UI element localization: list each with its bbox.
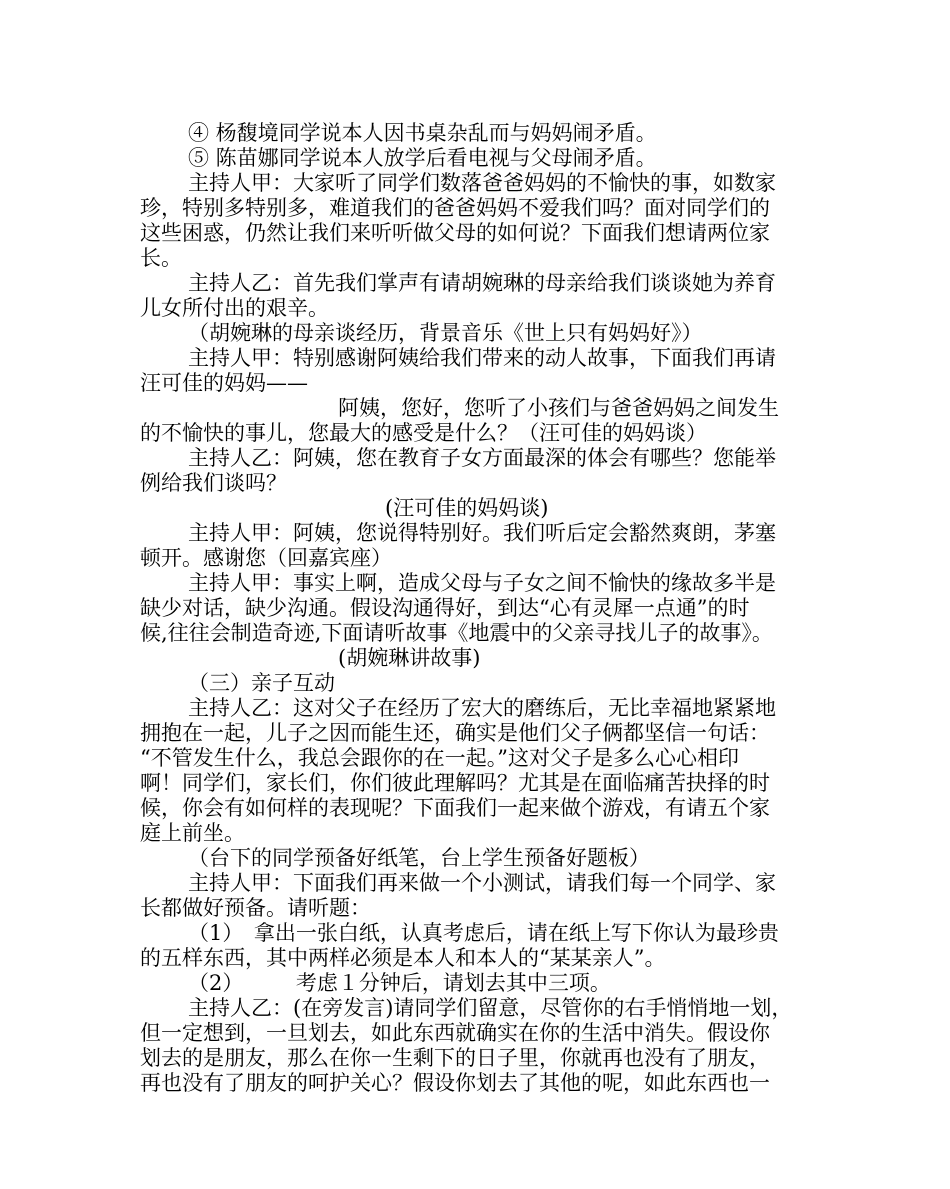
text-line: 主持人乙：阿姨，您在教育子女方面最深的体会有哪些？您能举	[188, 446, 776, 470]
text-line: 主持人甲：下面我们再来做一个小测试，请我们每一个同学、家	[188, 871, 776, 895]
text-line: 主持人甲：大家听了同学们数落爸爸妈妈的不愉快的事，如数家	[188, 171, 776, 195]
text-line: 的五样东西，其中两样必须是本人和本人的“某某亲人”。	[140, 946, 666, 970]
text-line: 珍，特别多特别多，难道我们的爸爸妈妈不爱我们吗？面对同学们的	[140, 196, 770, 220]
text-line: 主持人乙：首先我们掌声有请胡婉琳的母亲给我们谈谈她为养育	[188, 271, 776, 295]
text-line: 主持人甲：特别感谢阿姨给我们带来的动人故事，下面我们再请	[188, 346, 776, 370]
text-line: 拥抱在一起，儿子之因而能生还，确实是他们父子俩都坚信一句话：	[140, 721, 770, 745]
text-line: 顿开。感谢您（回嘉宾座）	[140, 546, 392, 570]
text-line: 阿姨，您好，您听了小孩们与爸爸妈妈之间发生	[338, 396, 779, 420]
text-line: 主持人甲：事实上啊，造成父母与子女之间不愉快的缘故多半是	[188, 571, 776, 595]
text-line: 汪可佳的妈妈——	[140, 371, 308, 395]
section-heading: （三）亲子互动	[188, 671, 335, 695]
text-line: 主持人乙：(在旁发言)请同学们留意，尽管你的右手悄悄地一划，	[188, 996, 793, 1020]
text-line: “不管发生什么，我总会跟你的在一起。”这对父子是多么心心相印	[140, 746, 739, 770]
text-line: 啊！同学们，家长们，你们彼此理解吗？尤其是在面临痛苦抉择的时	[140, 771, 770, 795]
text-line: ④ 杨馥境同学说本人因书桌杂乱而与妈妈闹矛盾。	[188, 121, 657, 145]
text-line: （胡婉琳的母亲谈经历，背景音乐《世上只有妈妈好》）	[188, 321, 703, 345]
text-line: 但一定想到，一旦划去，如此东西就确实在你的生活中消失。假设你	[140, 1021, 770, 1045]
text-line: 儿女所付出的艰辛。	[140, 296, 329, 320]
text-line: （1） 拿出一张白纸，认真考虑后，请在纸上写下你认为最珍贵	[188, 921, 779, 945]
text-line: 的不愉快的事儿，您最大的感受是什么？（汪可佳的妈妈谈）	[140, 421, 707, 445]
text-line: 划去的是朋友，那么在你一生剩下的日子里，你就再也没有了朋友，	[140, 1046, 770, 1070]
text-line: 候,往往会制造奇迹,下面请听故事《地震中的父亲寻找儿子的故事》。	[140, 621, 773, 645]
text-line: (胡婉琳讲故事)	[338, 646, 481, 670]
text-line: ⑤ 陈苗娜同学说本人放学后看电视与父母闹矛盾。	[188, 146, 657, 170]
text-line: 这些困惑，仍然让我们来听听做父母的如何说？下面我们想请两位家	[140, 221, 770, 245]
text-line: 长。	[140, 246, 182, 270]
text-line: （台下的同学预备好纸笔，台上学生预备好题板）	[188, 846, 650, 870]
text-line: 候，你会有如何样的表现呢？下面我们一起来做个游戏，有请五个家	[140, 796, 770, 820]
text-line: 主持人乙：这对父子在经历了宏大的磨练后，无比幸福地紧紧地	[188, 696, 776, 720]
text-line: 缺少对话，缺少沟通。假设沟通得好，到达“心有灵犀一点通”的时	[140, 596, 750, 620]
text-line: 庭上前坐。	[140, 821, 245, 845]
text-line: 例给我们谈吗？	[140, 471, 287, 495]
text-line: (汪可佳的妈妈谈)	[385, 496, 549, 520]
text-line: （2） 考虑１分钟后，请划去其中三项。	[188, 971, 611, 995]
text-line: 再也没有了朋友的呵护关心？假设你划去了其他的呢，如此东西也一	[140, 1071, 770, 1095]
text-line: 长都做好预备。请听题：	[140, 896, 371, 920]
text-line: 主持人甲：阿姨，您说得特别好。我们听后定会豁然爽朗，茅塞	[188, 521, 776, 545]
